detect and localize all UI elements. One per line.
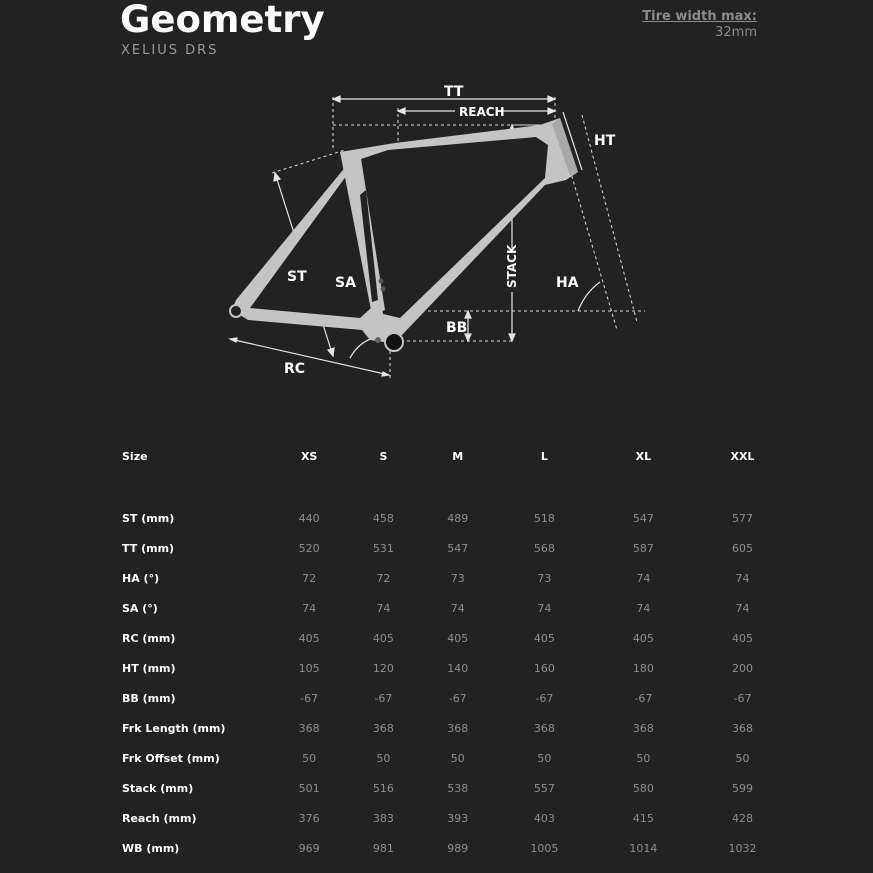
row-label: Stack (mm) (122, 781, 194, 795)
label-rc: RC (284, 361, 306, 377)
table-cell: 120 (372, 661, 394, 675)
label-ht: HT (594, 133, 616, 149)
table-cell: 74 (302, 601, 317, 615)
table-cell: 516 (372, 781, 394, 795)
table-cell: 405 (372, 631, 394, 645)
row-label: HA (°) (122, 571, 160, 585)
table-cell: 73 (450, 571, 465, 585)
table-cell: 547 (447, 541, 469, 555)
table-cell: 405 (632, 631, 654, 645)
size-column-header: S (379, 449, 388, 463)
table-row (112, 833, 792, 863)
table-cell: 50 (302, 751, 317, 765)
table-cell: 50 (636, 751, 651, 765)
table-cell: 73 (537, 571, 552, 585)
table-cell: 1005 (530, 841, 559, 855)
tire-width-value: 32mm (715, 25, 757, 40)
table-cell: 72 (376, 571, 391, 585)
table-row (112, 773, 792, 803)
table-cell: -67 (634, 691, 653, 705)
row-label: ST (mm) (122, 511, 175, 525)
table-cell: 200 (731, 661, 753, 675)
table-cell: 1032 (728, 841, 757, 855)
table-cell: 568 (533, 541, 555, 555)
table-cell: 140 (447, 661, 469, 675)
table-cell: 74 (735, 571, 750, 585)
table-cell: 405 (298, 631, 320, 645)
table-cell: 74 (636, 571, 651, 585)
row-label: HT (mm) (122, 661, 176, 675)
table-cell: -67 (733, 691, 752, 705)
table-header-row (112, 440, 792, 472)
table-cell: 368 (731, 721, 753, 735)
table-cell: 105 (298, 661, 320, 675)
table-cell: -67 (535, 691, 554, 705)
page-title: Geometry (120, 0, 325, 41)
table-row (112, 683, 792, 713)
table-cell: 403 (533, 811, 555, 825)
table-cell: 531 (372, 541, 394, 555)
label-reach: REACH (459, 105, 505, 119)
table-cell: 368 (372, 721, 394, 735)
table-cell: 368 (632, 721, 654, 735)
table-cell: 489 (447, 511, 469, 525)
table-row (112, 593, 792, 623)
table-cell: 50 (735, 751, 750, 765)
table-cell: 440 (298, 511, 320, 525)
table-cell: 580 (632, 781, 654, 795)
size-column-header: L (540, 449, 548, 463)
geometry-table (112, 440, 792, 863)
table-cell: 74 (735, 601, 750, 615)
size-column-header: XL (635, 449, 652, 463)
size-column-header: XXL (730, 449, 755, 463)
table-row (112, 623, 792, 653)
row-label: SA (°) (122, 601, 158, 615)
table-cell: -67 (448, 691, 467, 705)
table-cell: 989 (447, 841, 469, 855)
row-label: Frk Length (mm) (122, 721, 226, 735)
table-row (112, 803, 792, 833)
table-row (112, 533, 792, 563)
size-column-header: M (452, 449, 464, 463)
table-cell: 74 (636, 601, 651, 615)
table-cell: 605 (731, 541, 753, 555)
table-row (112, 713, 792, 743)
table-cell: 599 (731, 781, 753, 795)
table-cell: 72 (302, 571, 317, 585)
tire-width-label[interactable]: Tire width max: (642, 9, 757, 24)
row-label: TT (mm) (122, 541, 175, 555)
table-cell: 376 (298, 811, 320, 825)
table-cell: -67 (300, 691, 319, 705)
table-row (112, 503, 792, 533)
table-cell: 50 (376, 751, 391, 765)
table-cell: 1014 (629, 841, 658, 855)
table-cell: 538 (447, 781, 469, 795)
table-cell: 501 (298, 781, 320, 795)
label-tt: TT (444, 84, 464, 100)
table-cell: 74 (450, 601, 465, 615)
label-stack: STACK (505, 244, 519, 288)
size-header: Size (122, 449, 148, 463)
table-cell: 160 (533, 661, 555, 675)
table-cell: 180 (632, 661, 654, 675)
table-spacer (112, 472, 792, 503)
table-cell: 415 (632, 811, 654, 825)
table-body (112, 503, 792, 863)
table-cell: 50 (450, 751, 465, 765)
table-cell: 405 (731, 631, 753, 645)
row-label: Reach (mm) (122, 811, 197, 825)
table-row (112, 563, 792, 593)
table-cell: 458 (372, 511, 394, 525)
table-cell: 587 (632, 541, 654, 555)
row-label: Frk Offset (mm) (122, 751, 220, 765)
table-cell: 393 (447, 811, 469, 825)
table-cell: 557 (533, 781, 555, 795)
row-label: RC (mm) (122, 631, 176, 645)
row-label: WB (mm) (122, 841, 180, 855)
table-cell: 577 (731, 511, 753, 525)
frame-geometry-diagram (0, 0, 873, 420)
size-column-header: XS (300, 449, 318, 463)
table-cell: 368 (447, 721, 469, 735)
label-sa: SA (335, 275, 356, 291)
table-cell: -67 (374, 691, 393, 705)
table-row (112, 653, 792, 683)
model-subtitle: XELIUS DRS (121, 43, 219, 58)
table-cell: 405 (533, 631, 555, 645)
table-cell: 74 (537, 601, 552, 615)
table-cell: 368 (533, 721, 555, 735)
table-cell: 520 (298, 541, 320, 555)
table-cell: 969 (298, 841, 320, 855)
label-st: ST (287, 269, 307, 285)
table-cell: 428 (731, 811, 753, 825)
table-cell: 368 (298, 721, 320, 735)
table-cell: 405 (447, 631, 469, 645)
table-cell: 50 (537, 751, 552, 765)
table-cell: 518 (533, 511, 555, 525)
table-cell: 981 (372, 841, 394, 855)
label-bb: BB (446, 320, 468, 336)
table-cell: 74 (376, 601, 391, 615)
table-cell: 383 (372, 811, 394, 825)
row-label: BB (mm) (122, 691, 176, 705)
table-row (112, 743, 792, 773)
label-ha: HA (556, 275, 579, 291)
table-cell: 547 (632, 511, 654, 525)
bike-frame (230, 118, 578, 351)
